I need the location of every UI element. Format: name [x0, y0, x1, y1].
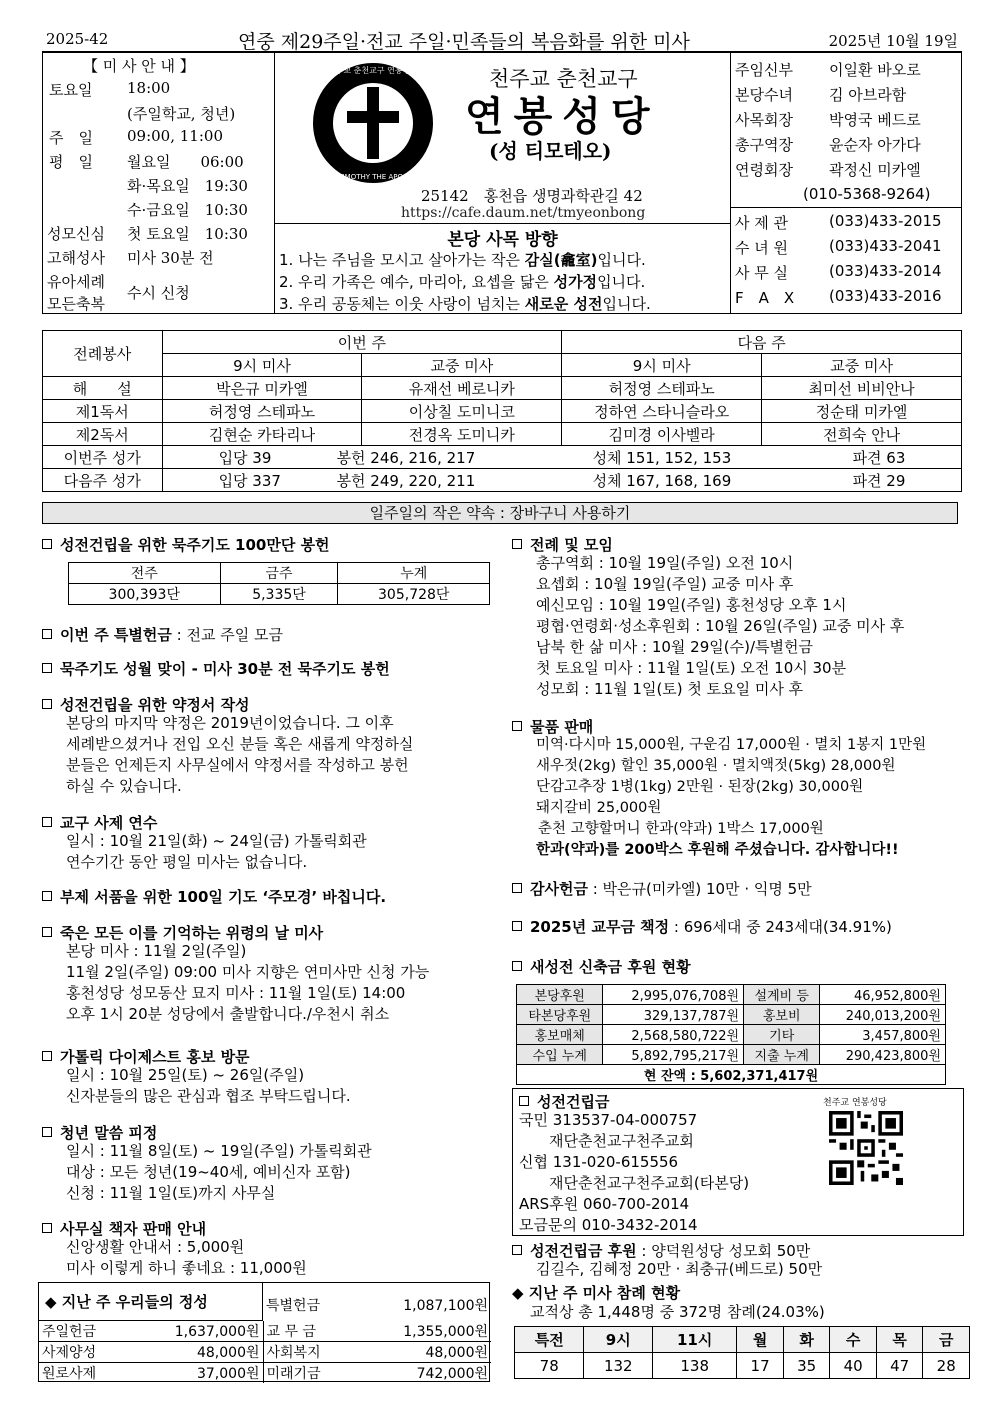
fund-label: 기타: [744, 1025, 820, 1045]
fund-value: 46,952,800원: [820, 985, 946, 1005]
retreat-text: 일시 : 10월 21일(화) ~ 24일(금) 가톨릭회관 연수기간 동안 평일 미사는 없습니다.: [66, 832, 367, 871]
offering-value: 48,000원: [119, 1342, 263, 1363]
roster-col-header: 교중 미사: [762, 354, 962, 377]
fund-label: 본당후원: [517, 985, 603, 1005]
roster-role: 제1독서: [43, 400, 163, 423]
offering-label: 사회복지: [263, 1342, 353, 1363]
roster-cell: 허정영 스테파노: [162, 400, 362, 423]
attendance-value: 28: [923, 1353, 970, 1379]
contact-value: (033)433-2014: [829, 262, 942, 280]
parish-address: 25142 홍천읍 생명과학관길 42: [421, 187, 643, 205]
mass-time: 18:00: [127, 79, 171, 97]
fund-label: 수입 누계: [517, 1045, 603, 1065]
blessing-label: 모든축복: [47, 295, 105, 313]
fund-label: 지출 누계: [744, 1045, 820, 1065]
mass-time: 화·목요일 19:30: [127, 177, 248, 195]
youth-retreat-title: 청년 말씀 피정: [42, 1122, 157, 1143]
events-text: 총구역회 : 10월 19일(주일) 오전 10시 요셉회 : 10월 19일(주일) 교중 미사 후 예신모임 : 10월 19일(주일) 홍천성당 오후 1시 평협·연령회·성소후원회 : 10월 26일(주일) 교중 미사 후 남북 한 삶 미사 : 10월 29일(수)/특별헌금 첫 토요일 미사 : 11월 1일(토) 오전 10시 30분 성모회 : 11월 1일(토) 첫 토요일 미사 후: [536, 554, 905, 698]
qr-code-icon[interactable]: [829, 1111, 903, 1185]
direction-item: 3. 우리 공동체는 이웃 사랑이 넘치는 새로운 성전입니다.: [279, 295, 651, 313]
attendance-header: 수: [830, 1327, 877, 1353]
mass-time: 월요일 06:00: [127, 153, 244, 171]
fund-label: 홍보매체: [517, 1025, 603, 1045]
offering-value: 1,087,100원: [403, 1298, 488, 1314]
contact-label: 사 무 실: [735, 264, 789, 282]
rosary-header: 전주: [69, 563, 221, 584]
attendance-value: 132: [584, 1353, 653, 1379]
rosary-section-title: 성전건립을 위한 묵주기도 100만단 봉헌: [42, 534, 330, 555]
mass-schedule-heading: 【 미 사 안 내 】: [83, 57, 195, 75]
offering-value: 48,000원: [353, 1342, 491, 1363]
issue-number: 2025-42: [46, 30, 109, 48]
table-row: [517, 1045, 946, 1065]
fund-value: 2,995,076,708원: [603, 985, 744, 1005]
mass-label: 평 일: [49, 153, 93, 171]
attendance-header: 목: [876, 1327, 923, 1353]
baptism-label: 유아세례: [47, 273, 105, 291]
parish-logo: [311, 61, 435, 185]
deacon-prayer-title: 부제 서품을 위한 100일 기도 ‘주모경’ 바칩니다.: [42, 886, 386, 907]
top-info-box: [42, 52, 962, 314]
fund-value: 329,137,787원: [603, 1005, 744, 1025]
rosary-value: 305,728단: [338, 584, 490, 605]
direction-item: 1. 나는 주님을 모시고 살아가는 작은 감실(龕室)입니다.: [279, 251, 646, 269]
special-offering-title: 이번 주 특별헌금 : 전교 주일 모금: [42, 624, 283, 645]
hymn-label: 다음주 성가: [43, 469, 163, 492]
attendance-value: 17: [737, 1353, 784, 1379]
attendance-value: 35: [783, 1353, 830, 1379]
rosary-month-title: 묵주기도 성월 맞이 - 미사 30분 전 묵주기도 봉헌: [42, 658, 390, 679]
attendance-title: ◆ 지난 주 미사 참례 현황: [512, 1284, 681, 1302]
thanks-title: 감사헌금 : 박은규(미카엘) 10만 · 익명 5만: [512, 878, 812, 899]
mass-time: 수·금요일 10:30: [127, 201, 248, 219]
staff-role: 주임신부: [735, 61, 793, 79]
mass-label: 성모신심: [47, 225, 105, 243]
roster-cell: 김미경 이사벨라: [562, 423, 762, 446]
roster-role: 제2독서: [43, 423, 163, 446]
staff-role: 사목회장: [735, 111, 793, 129]
all-souls-text: 본당 미사 : 11월 2일(주일) 11월 2일(주일) 09:00 미사 지향은 연미사만 신청 가능 홍천성당 성모동산 묘지 미사 : 11월 1일(토) 14:00 오후 1시 20분 성당에서 출발합니다./우천시 취소: [66, 942, 430, 1023]
hymn-cell: 입당 39 봉헌 246, 216, 217 성체 151, 152, 153 파견 63: [162, 446, 961, 469]
books-text: 신앙생활 안내서 : 5,000원 미사 이렇게 하니 좋네요 : 11,000원: [66, 1238, 307, 1277]
table-row: [43, 400, 962, 423]
pledge-title: 성전건립을 위한 약정서 작성: [42, 694, 250, 715]
offering-value: 742,000원: [416, 1366, 488, 1382]
bank-accounts: 국민 313537-04-000757 재단춘천교구천주교회 신협 131-020-615556 재단춘천교구천주교회(타본당) ARS후원 060-700-2014 모금문의 010-3432-2014: [519, 1111, 750, 1234]
staff-name: 곽정신 미카엘: [829, 161, 921, 179]
roster-cell: 정순태 미카엘: [762, 400, 962, 423]
roster-cell: 전희숙 안나: [762, 423, 962, 446]
attendance-header: 화: [783, 1327, 830, 1353]
offering-label: 교 무 금: [263, 1321, 353, 1342]
contact-label: 수 녀 원: [735, 239, 789, 257]
diocese-name: 천주교 춘천교구: [489, 67, 638, 91]
staff-name: 김 아브라함: [829, 86, 907, 104]
sale-title: 물품 판매: [512, 716, 593, 737]
contact-label: 사 제 관: [735, 214, 789, 232]
mass-label: 고해성사: [47, 249, 105, 267]
fund-balance: 현 잔액 : 5,602,371,417원: [517, 1065, 946, 1085]
svg-text:A: A: [355, 116, 362, 126]
roster-cell: 정하연 스타니슬라오: [562, 400, 762, 423]
fund-table: [516, 984, 946, 1085]
rosary-header: 누계: [338, 563, 490, 584]
staff-contacts: [731, 53, 961, 313]
offering-label: 특별헌금: [266, 1298, 321, 1314]
svg-text:ST. TIMOTHY THE APOSTLE: ST. TIMOTHY THE APOSTLE: [325, 173, 421, 181]
mass-time: 첫 토요일 10:30: [127, 225, 248, 243]
attendance-header: 9시: [584, 1327, 653, 1353]
rosary-table: [68, 562, 490, 605]
contact-value: (033)433-2016: [829, 287, 942, 305]
bulletin-header: [42, 30, 962, 52]
roster-cell: 박은규 미카엘: [162, 377, 362, 400]
offering-value: 1,355,000원: [353, 1321, 491, 1342]
table-row: [517, 985, 946, 1005]
staff-role: 연령회장: [735, 161, 793, 179]
staff-name: 윤순자 아가다: [829, 136, 921, 154]
weekly-promise-banner: 일주일의 작은 약속 : 장바구니 사용하기: [42, 502, 958, 524]
offering-value: 37,000원: [119, 1363, 263, 1384]
attendance-table: [514, 1326, 970, 1379]
all-souls-title: 죽은 모든 이를 기억하는 위령의 날 미사: [42, 922, 323, 943]
hymn-cell: 입당 337 봉헌 249, 220, 211 성체 167, 168, 169 파견 29: [162, 469, 961, 492]
roster-next-week: 다음 주: [562, 331, 962, 354]
fund-value: 290,423,800원: [820, 1045, 946, 1065]
fund-value: 3,457,800원: [820, 1025, 946, 1045]
fund-title: 새성전 신축금 후원 현황: [512, 956, 691, 977]
donation-title: 성전건립금 후원 : 양덕원성당 성모회 50만: [512, 1240, 810, 1261]
roster-cell: 허정영 스테파노: [562, 377, 762, 400]
attendance-header: 금: [923, 1327, 970, 1353]
bank-title: 성전건립금: [519, 1091, 609, 1112]
table-row: [43, 469, 962, 492]
direction-title: 본당 사목 방향: [447, 230, 558, 250]
roster-role: 해 설: [43, 377, 163, 400]
mass-time: 미사 30분 전: [127, 249, 214, 267]
parish-identity: [275, 53, 731, 313]
offering-title: ◆ 지난 주 우리들의 정성: [39, 1283, 263, 1321]
mass-label: 주 일: [49, 129, 93, 147]
books-title: 사무실 책자 판매 안내: [42, 1218, 206, 1239]
events-title: 전례 및 모임: [512, 534, 613, 555]
offering-label: 주일헌금: [39, 1321, 119, 1342]
donation-text: 김길수, 김혜정 20만 · 최충규(베드로) 50만: [536, 1260, 823, 1278]
staff-role: 본당수녀: [735, 86, 793, 104]
parish-name: 연봉성당: [465, 93, 660, 140]
attendance-summary: 교적상 총 1,448명 중 372명 참례(24.03%): [530, 1303, 825, 1321]
staff-name: 박영국 베드로: [829, 111, 921, 129]
roster-cell: 전경옥 도미니카: [362, 423, 562, 446]
mass-label: 토요일: [49, 81, 93, 99]
table-row: [517, 1005, 946, 1025]
qr-label: 천주교 연봉성당: [823, 1098, 887, 1108]
attendance-header: 11시: [653, 1327, 737, 1353]
table-row: [43, 377, 962, 400]
offering-label: 원로사제: [42, 1366, 97, 1382]
hymn-label: 이번주 성가: [43, 446, 163, 469]
staff-role: 총구역장: [735, 136, 793, 154]
fund-label: 타본당후원: [517, 1005, 603, 1025]
attendance-value: 40: [830, 1353, 877, 1379]
fund-value: 2,568,580,722원: [603, 1025, 744, 1045]
roster-cell: 김현순 카타리나: [162, 423, 362, 446]
sale-text: 미역·다시마 15,000원, 구운김 17,000원 · 멸치 1봉지 1만원 새우젓(2kg) 할인 35,000원 · 멸치액젓(5kg) 28,000원 단감고추장 1병(1kg) 2만원 · 된장(2kg) 30,000원 돼지갈비 25,000원 춘천 고향할머니 한과(약과) 1박스 17,000원 한과(약과)를 200박스 후원해 주셨습니다. 감사합니다!!: [536, 737, 927, 858]
tithe-title: 2025년 교무금 책정 : 696세대 중 243세대(34.91%): [512, 916, 892, 937]
pledge-text: 본당의 마지막 약정은 2019년이었습니다. 그 이후 세례받으셨거나 전입 오신 분들 혹은 새롭게 약정하실 분들은 언제든지 사무실에서 약정서를 작성하고 봉헌 하실 수 있습니다.: [66, 714, 414, 795]
roster-this-week: 이번 주: [162, 331, 562, 354]
contact-value: (033)433-2015: [829, 212, 942, 230]
offering-value: 1,637,000원: [119, 1321, 263, 1342]
offering-table: [39, 1295, 491, 1315]
attendance-header: 특전: [515, 1327, 584, 1353]
staff-name: 이일환 바오로: [829, 61, 921, 79]
roster-cell: 유재선 베로니카: [362, 377, 562, 400]
svg-text:천주교 춘천교구 연봉성당: 천주교 춘천교구 연봉성당: [327, 66, 419, 75]
contact-value: (033)433-2041: [829, 237, 942, 255]
roster-col-header: 9시 미사: [562, 354, 762, 377]
building-fund-box: [512, 1088, 964, 1236]
contact-label: F A X: [735, 289, 795, 307]
digest-title: 가톨릭 다이제스트 홍보 방문: [42, 1046, 250, 1067]
parish-url[interactable]: https://cafe.daum.net/tmyeonbong: [401, 205, 646, 221]
parish-patron: (성 티모테오): [489, 139, 612, 163]
attendance-value: 78: [515, 1353, 584, 1379]
baptism-value: 수시 신청: [127, 284, 190, 302]
table-row: [43, 423, 962, 446]
fund-label: 홍보비: [744, 1005, 820, 1025]
roster-cell: 최미선 비비안나: [762, 377, 962, 400]
youth-retreat-text: 일시 : 11월 8일(토) ~ 19일(주일) 가톨릭회관 대상 : 모든 청년(19~40세, 예비신자 포함) 신청 : 11월 1일(토)까지 사무실: [66, 1142, 372, 1202]
bulletin-title: 연중 제29주일·전교 주일·민족들의 복음화를 위한 미사: [238, 31, 690, 53]
roster-cell: 이상칠 도미니코: [362, 400, 562, 423]
fund-label: 설계비 등: [744, 985, 820, 1005]
rosary-value: 300,393단: [69, 584, 221, 605]
rosary-value: 5,335단: [220, 584, 338, 605]
roster-corner: 전례봉사: [43, 331, 163, 377]
attendance-value: 47: [876, 1353, 923, 1379]
liturgy-roster-table: [42, 330, 962, 492]
rosary-header: 금주: [220, 563, 338, 584]
table-row: [517, 1025, 946, 1045]
mass-time: 09:00, 11:00: [127, 127, 223, 145]
fund-value: 240,013,200원: [820, 1005, 946, 1025]
offering-label: 사제양성: [39, 1342, 119, 1363]
offering-box: [38, 1282, 490, 1382]
offering-label: 미래기금: [266, 1366, 321, 1382]
mass-schedule: [43, 53, 275, 313]
digest-text: 일시 : 10월 25일(토) ~ 26일(주일) 신자분들의 많은 관심과 협조 부탁드립니다.: [66, 1066, 351, 1105]
svg-text:Ω: Ω: [385, 116, 393, 126]
roster-col-header: 9시 미사: [162, 354, 362, 377]
attendance-header: 월: [737, 1327, 784, 1353]
staff-phone: (010-5368-9264): [803, 185, 931, 203]
fund-value: 5,892,795,217원: [603, 1045, 744, 1065]
offering-table: [39, 1321, 491, 1383]
roster-col-header: 교중 미사: [362, 354, 562, 377]
attendance-value: 138: [653, 1353, 737, 1379]
bulletin-date: 2025년 10월 19일: [828, 32, 958, 50]
table-row: [43, 446, 962, 469]
direction-item: 2. 우리 가족은 예수, 마리아, 요셉을 닮은 성가정입니다.: [279, 273, 646, 291]
retreat-title: 교구 사제 연수: [42, 812, 157, 833]
mass-time: (주일학교, 청년): [127, 105, 236, 123]
